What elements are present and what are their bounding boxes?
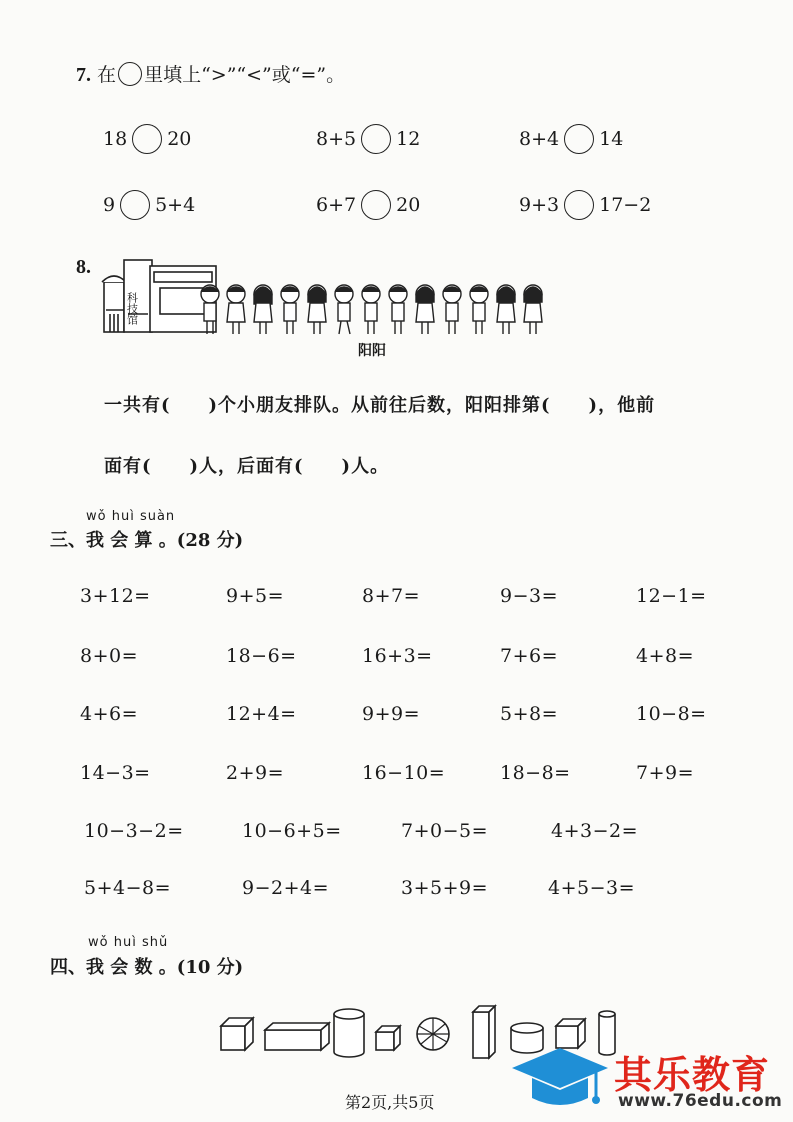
child-icon [443, 285, 461, 334]
child-icon [281, 285, 299, 334]
calc-item: 5+4−8= [84, 877, 172, 899]
compare-right: 12 [396, 128, 421, 150]
answer-circle[interactable] [361, 190, 391, 220]
compare-right: 14 [599, 128, 624, 150]
calc-item: 8+0= [80, 645, 139, 667]
page-number: 第2页,共5页 [345, 1093, 435, 1112]
child-icon [227, 285, 245, 334]
question-8-number: 8. [76, 256, 91, 278]
section-3-title: 三、我 会 算 。(28 分) [50, 530, 244, 551]
compare-item [316, 124, 420, 154]
calc-item: 4+8= [636, 645, 695, 667]
calc-item: 9−3= [500, 585, 559, 607]
answer-circle[interactable] [361, 124, 391, 154]
compare-left: 9+3 [519, 194, 560, 216]
calc-item: 7+0−5= [401, 820, 489, 842]
calc-item: 10−8= [636, 703, 707, 725]
calc-item: 9+5= [226, 585, 285, 607]
science-museum-building-icon [102, 260, 216, 332]
watermark-brand: 其乐教育 [614, 1053, 771, 1097]
calc-item: 10−3−2= [84, 820, 184, 842]
calc-item: 8+7= [362, 585, 421, 607]
compare-left: 9 [103, 194, 116, 216]
calc-item: 18−6= [226, 645, 297, 667]
answer-circle[interactable] [564, 190, 594, 220]
compare-item [316, 190, 420, 220]
compare-right: 17−2 [599, 194, 652, 216]
child-icon [524, 285, 542, 334]
building-sign: 科技馆 [125, 292, 139, 325]
q7-text-pre: 在 [97, 64, 117, 86]
compare-left: 8+5 [316, 128, 357, 150]
cube-icon [221, 1018, 253, 1050]
child-icon [308, 285, 326, 334]
calc-item: 4+6= [80, 703, 139, 725]
compare-left: 8+4 [519, 128, 560, 150]
calc-item: 4+3−2= [551, 820, 639, 842]
calc-item: 7+9= [636, 762, 695, 784]
compare-left: 18 [103, 128, 128, 150]
section-4-title: 四、我 会 数 。(10 分) [50, 957, 244, 978]
child-icon [497, 285, 515, 334]
compare-right: 5+4 [155, 194, 196, 216]
answer-circle[interactable] [132, 124, 162, 154]
calc-item: 3+5+9= [401, 877, 489, 899]
compare-item [519, 124, 623, 154]
q8-fill-line-1: 一共有( )个小朋友排队。从前往后数，阳阳排第( )，他前 [104, 395, 656, 416]
compare-right: 20 [396, 194, 421, 216]
child-icon [389, 285, 407, 334]
child-icon [470, 285, 488, 334]
calc-item: 12+4= [226, 703, 297, 725]
compare-right: 20 [167, 128, 192, 150]
q8-fill-line-2: 面有( )人，后面有( )人。 [104, 456, 390, 477]
blank-circle-icon [118, 62, 142, 86]
cylinder-icon [334, 1009, 364, 1057]
compare-left: 6+7 [316, 194, 357, 216]
child-name-label: 阳阳 [358, 343, 386, 359]
calc-item: 12−1= [636, 585, 707, 607]
queue-illustration [100, 252, 560, 347]
child-icon [362, 285, 380, 334]
calc-item: 2+9= [226, 762, 285, 784]
section-4-pinyin: wǒ huì shǔ [88, 935, 169, 950]
compare-item [519, 190, 651, 220]
calc-item: 9−2+4= [242, 877, 330, 899]
child-icon [416, 285, 434, 334]
calc-item: 7+6= [500, 645, 559, 667]
graduation-cap-icon [510, 1042, 610, 1112]
children-queue [201, 285, 542, 334]
child-icon [254, 285, 272, 334]
calc-item: 5+8= [500, 703, 559, 725]
cuboid-icon [265, 1023, 329, 1050]
calc-item: 10−6+5= [242, 820, 342, 842]
compare-item [103, 124, 191, 154]
compare-item [103, 190, 195, 220]
small-cube-icon [376, 1026, 400, 1050]
child-icon-yangyang [335, 285, 353, 334]
q7-text-post: 里填上“>”“<”或“=”。 [144, 64, 346, 86]
tall-cuboid-icon [473, 1006, 495, 1058]
calc-item: 14−3= [80, 762, 151, 784]
calc-item: 3+12= [80, 585, 151, 607]
question-number: 7. [76, 64, 91, 86]
calc-item: 4+5−3= [548, 877, 636, 899]
ball-icon [417, 1018, 449, 1050]
section-3-pinyin: wǒ huì suàn [86, 509, 176, 524]
question-7-title [76, 60, 345, 87]
calc-item: 9+9= [362, 703, 421, 725]
calc-item: 16+3= [362, 645, 433, 667]
answer-circle[interactable] [120, 190, 150, 220]
calc-item: 18−8= [500, 762, 571, 784]
watermark-url: www.76edu.com [618, 1091, 783, 1111]
answer-circle[interactable] [564, 124, 594, 154]
calc-item: 16−10= [362, 762, 446, 784]
